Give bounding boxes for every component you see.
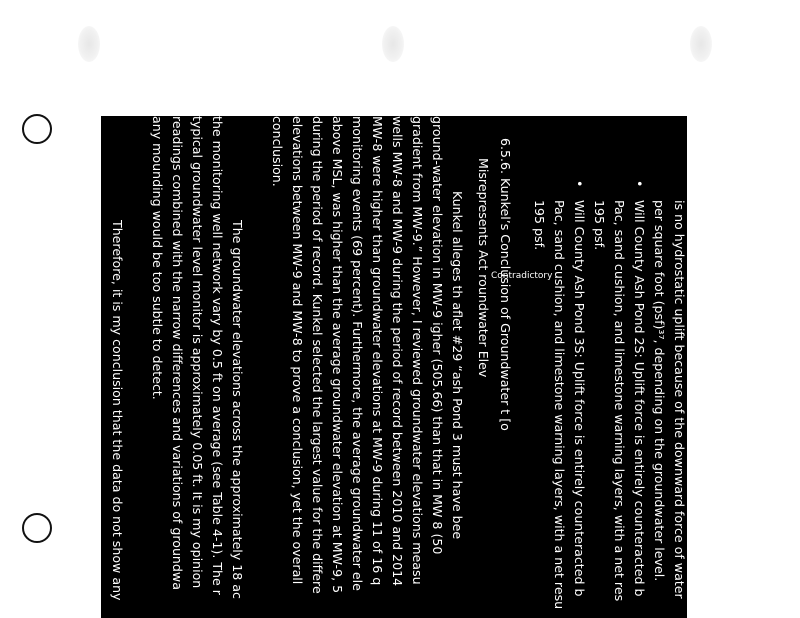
section-heading-continued: Misrepresents Act roundwater Elev — [476, 158, 491, 378]
binder-hole — [22, 513, 52, 543]
text-line: Pac, sand cushion, and limestone warning layers, with a net res — [612, 200, 627, 602]
text-line: any mounding would be too subtle to detect. — [150, 116, 165, 400]
text-line: Pac, sand cushion, and limestone warning layers, with a net resu — [552, 200, 567, 610]
text-line: per square foot (psf)³⁷, depending on the groundwater level. — [652, 200, 667, 582]
rotated-document-page — [101, 116, 687, 618]
text-line: gradient from MW-9.” However, I reviewed groundwater elevations measu — [410, 116, 425, 585]
text-line: readings combined with the narrow differences and variations of groundwa — [170, 116, 185, 590]
handwritten-annotation: Contradictory — [491, 271, 553, 281]
binder-hole-shadow — [382, 26, 404, 62]
binder-hole-shadow — [690, 26, 712, 62]
binder-hole-shadow — [78, 26, 100, 62]
text-line: Therefore, it is my conclusion that the data do not show any — [110, 220, 125, 601]
bullet-item: • Will County Ash Pond 2S: Uplift force is entirely counteracted b — [629, 200, 650, 596]
document-text-block — [101, 116, 687, 618]
bullet-item: • Will County Ash Pond 3S: Uplift force is entirely counteracted b — [569, 200, 590, 596]
text-line: ground-water elevation in MW-9 igher (505.66) than that in MW 8 (50 — [430, 116, 445, 555]
text-line: Kunkel alleges th aflet #29 “ash Pond 3 must have bee — [450, 191, 465, 540]
text-line: the monitoring well network vary by 0.5 ft on average (see Table 4-1). The r — [210, 116, 225, 595]
section-heading: 6.5.6. Kunkel’s Conclusion of Groundwater t [o — [498, 138, 513, 431]
text-line: MW-8 were higher than groundwater elevations at MW-9 during 11 of 16 q — [370, 116, 385, 586]
text-line: above MSL, was higher than the average groundwater elevation at MW-9, 5 — [330, 116, 345, 594]
text-line: typical groundwater level monitor is approximately 0.05 ft. It is my opinion — [190, 116, 205, 589]
text-line: monitoring events (69 percent). Furthermore, the average groundwater ele — [350, 116, 365, 591]
text-line: 195 psf. — [532, 200, 547, 251]
text-line: during the period of record. Kunkel selected the largest value for the differe — [310, 116, 325, 594]
text-line: wells MW-8 and MW-9 during the period of record between 2010 and 2014 — [390, 116, 405, 587]
text-line: elevations between MW-9 and MW-8 to prove a conclusion, yet the overall — [290, 116, 305, 585]
text-line: The groundwater elevations across the approximately 18 ac — [230, 220, 245, 599]
text-line: is no hydrostatic uplift because of the downward force of water — [672, 200, 687, 599]
text-line: conclusion. — [270, 116, 285, 187]
text-line: 195 psf. — [592, 200, 607, 251]
binder-hole — [22, 114, 52, 144]
